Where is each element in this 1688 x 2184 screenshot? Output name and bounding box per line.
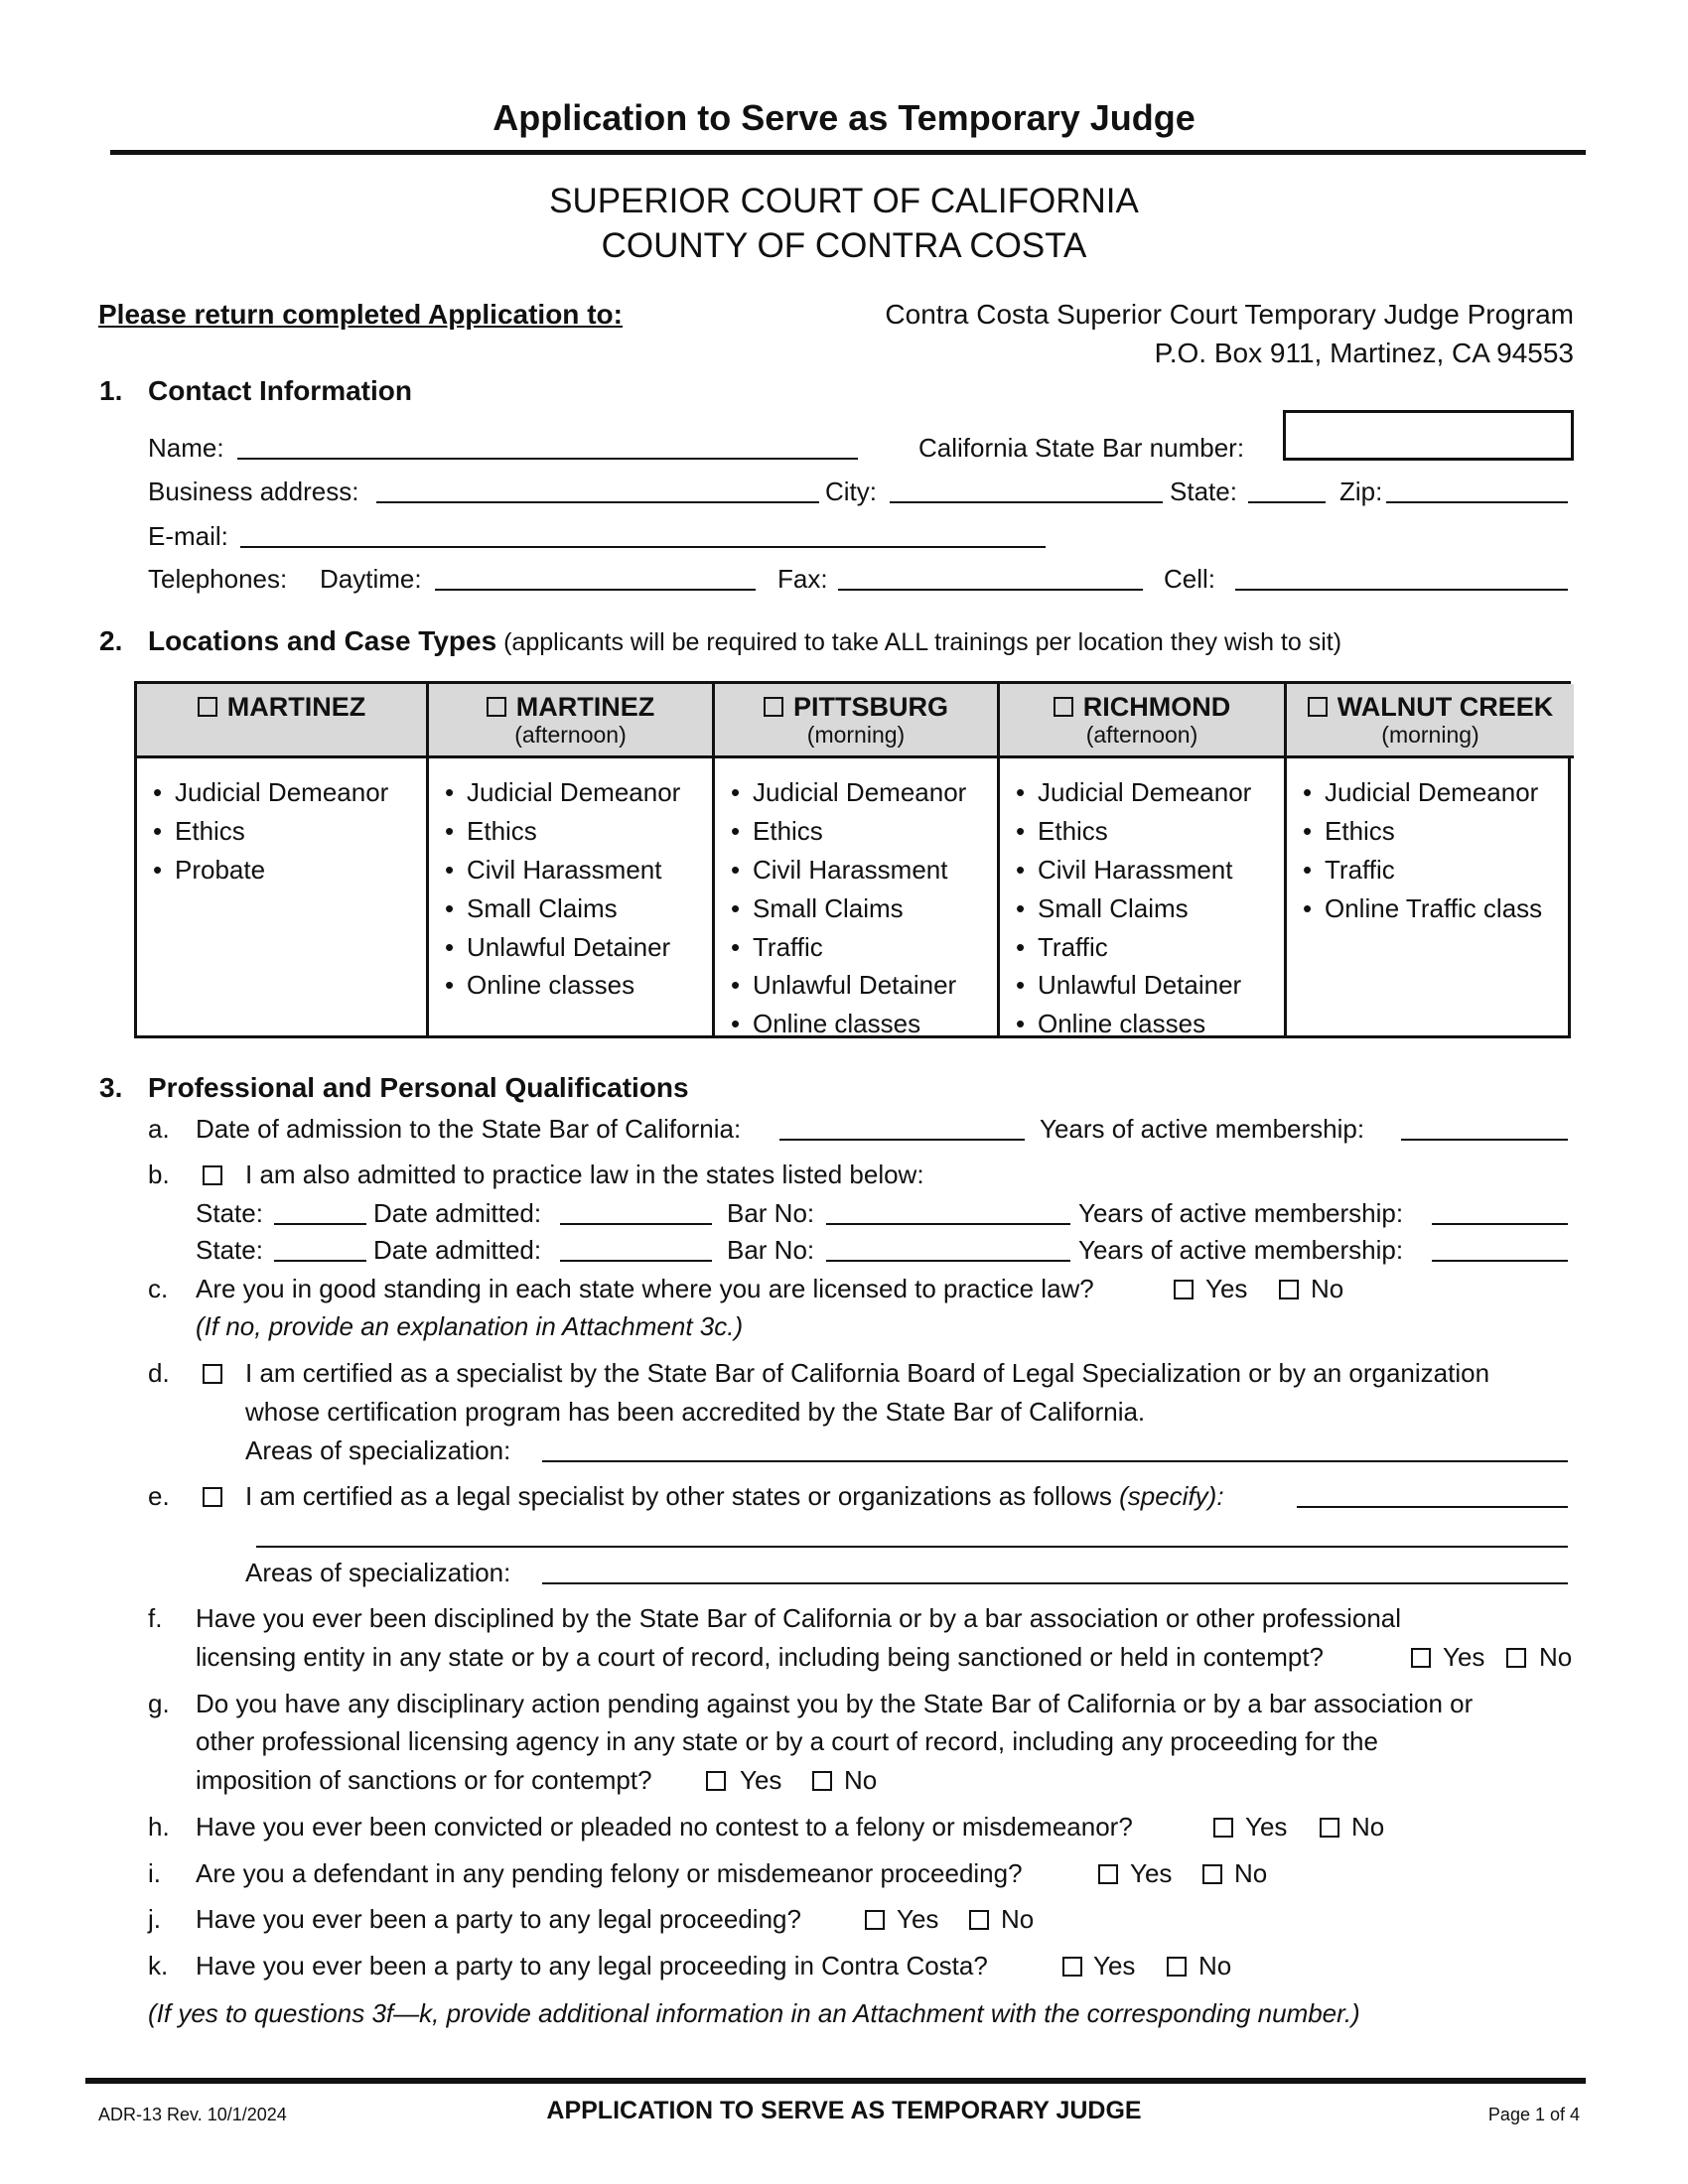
yes-label: Yes: [1443, 1642, 1485, 1672]
training-item: [715, 932, 997, 971]
bullet-icon: •: [153, 854, 163, 885]
bullet-icon: •: [445, 815, 455, 846]
bullet-icon: •: [1303, 892, 1313, 923]
q-e-specify-field[interactable]: [1297, 1506, 1568, 1508]
bullet-icon: •: [445, 854, 455, 885]
training-item: [715, 855, 997, 893]
training-list: [429, 777, 712, 1009]
q-a-text: Date of admission to the State Bar of California:: [196, 1114, 742, 1144]
training-name: Judicial Demeanor: [175, 777, 389, 807]
yes-label: Yes: [740, 1765, 782, 1795]
q-d-text-line1: I am certified as a specialist by the State Bar of California Board of Legal Specialization or by an organization: [245, 1358, 1490, 1388]
training-item: [137, 816, 426, 855]
admission-date-field[interactable]: [779, 1139, 1025, 1141]
training-name: Judicial Demeanor: [467, 777, 681, 807]
training-item: [1000, 855, 1284, 893]
date-admitted-field-2[interactable]: [560, 1260, 712, 1262]
training-list: [137, 777, 426, 893]
bullet-icon: •: [1016, 970, 1026, 1001]
locations-table: [134, 681, 1571, 1038]
training-name: Judicial Demeanor: [1038, 777, 1252, 807]
form-id: ADR-13 Rev. 10/1/2024: [98, 2105, 287, 2124]
q-i-yes-checkbox[interactable]: [1098, 1864, 1118, 1884]
other-state-label: State:: [196, 1235, 263, 1265]
training-list: [1287, 777, 1574, 932]
q-k-letter: k.: [148, 1951, 169, 1980]
q-j-letter: j.: [148, 1904, 161, 1934]
location-session: (afternoon): [514, 722, 627, 748]
location-checkbox[interactable]: [487, 697, 506, 717]
bullet-icon: •: [731, 892, 741, 923]
return-address-line1: Contra Costa Superior Court Temporary Judge Program: [885, 299, 1574, 330]
location-header: [137, 684, 426, 758]
q-f-yes-checkbox[interactable]: [1411, 1648, 1431, 1668]
location-name: MARTINEZ: [515, 692, 655, 722]
return-label: Please return completed Application to:: [98, 299, 623, 330]
training-name: Ethics: [467, 815, 537, 846]
q-e-text: I am certified as a legal specialist by other states or organizations as follows (specify):: [245, 1481, 1224, 1511]
training-item: [715, 970, 997, 1009]
q-c-no-checkbox[interactable]: [1279, 1280, 1299, 1299]
training-name: Online Traffic class: [1325, 892, 1543, 923]
q-j-no-checkbox[interactable]: [969, 1910, 989, 1930]
no-label: No: [1001, 1904, 1035, 1934]
bullet-icon: •: [445, 931, 455, 962]
q-b-checkbox[interactable]: [203, 1165, 222, 1185]
bullet-icon: •: [731, 854, 741, 885]
return-address-line2: P.O. Box 911, Martinez, CA 94553: [1154, 338, 1574, 368]
bar-number-label: California State Bar number:: [918, 433, 1245, 463]
training-name: Unlawful Detainer: [753, 970, 957, 1001]
location-checkbox[interactable]: [198, 697, 217, 717]
q-j-yes-checkbox[interactable]: [865, 1910, 885, 1930]
q-a-letter: a.: [148, 1114, 170, 1144]
bullet-icon: •: [1303, 854, 1313, 885]
training-item: [1287, 777, 1574, 816]
section-2-heading: [148, 624, 1341, 659]
bullet-icon: •: [731, 1009, 741, 1039]
title-rule: [110, 150, 1586, 155]
training-item: [429, 932, 712, 971]
training-item: [1000, 1009, 1284, 1047]
location-name: MARTINEZ: [226, 692, 366, 722]
q-g-letter: g.: [148, 1689, 170, 1718]
training-list: [715, 777, 997, 1047]
training-list: [1000, 777, 1284, 1047]
bullet-icon: •: [731, 970, 741, 1001]
training-item: [715, 777, 997, 816]
q-g-no-checkbox[interactable]: [812, 1771, 832, 1791]
date-admitted-field-1[interactable]: [560, 1223, 712, 1225]
location-header: [429, 684, 712, 758]
years-membership-field[interactable]: [1401, 1139, 1568, 1141]
yes-label: Yes: [1093, 1951, 1136, 1980]
bullet-icon: •: [1016, 931, 1026, 962]
training-name: Small Claims: [467, 892, 618, 923]
location-checkbox[interactable]: [1308, 697, 1328, 717]
bullet-icon: •: [731, 931, 741, 962]
bullet-icon: •: [1016, 854, 1026, 885]
telephones-label: Telephones:: [148, 564, 288, 594]
location-session: (morning): [806, 722, 906, 748]
q-d-areas-label: Areas of specialization:: [245, 1435, 511, 1465]
section-2-title: Locations and Case Types: [148, 625, 497, 656]
q-i-text: Are you a defendant in any pending felony or misdemeanor proceeding?: [196, 1858, 1023, 1888]
location-header: [715, 684, 997, 758]
q-g-yes-checkbox[interactable]: [706, 1771, 726, 1791]
location-option[interactable]: [715, 692, 997, 722]
yes-label: Yes: [1205, 1274, 1248, 1303]
training-item: [1000, 970, 1284, 1009]
fax-field[interactable]: [838, 589, 1143, 591]
state-field[interactable]: [1248, 501, 1326, 503]
location-option[interactable]: [137, 692, 426, 722]
q-c-yes-checkbox[interactable]: [1174, 1280, 1194, 1299]
state-label: State:: [1170, 477, 1237, 506]
yes-label: Yes: [1245, 1812, 1288, 1842]
q-f-letter: f.: [148, 1603, 163, 1633]
q-g-text-line3: imposition of sanctions or for contempt?: [196, 1765, 652, 1795]
q-f-text-line2: licensing entity in any state or by a court of record, including being sanctioned or held in contempt?: [196, 1642, 1325, 1672]
daytime-label: Daytime:: [320, 564, 422, 594]
q-f-text-line1: Have you ever been disciplined by the State Bar of California or by a bar association or other professional: [196, 1603, 1402, 1633]
location-column: [712, 684, 997, 1039]
location-checkbox[interactable]: [764, 697, 783, 717]
location-column: [997, 684, 1284, 1039]
training-name: Unlawful Detainer: [467, 931, 671, 962]
no-label: No: [844, 1765, 878, 1795]
location-option[interactable]: [429, 692, 712, 722]
county-name: COUNTY OF CONTRA COSTA: [601, 226, 1087, 265]
q-e-checkbox[interactable]: [203, 1487, 222, 1507]
training-name: Civil Harassment: [1038, 854, 1233, 885]
location-option[interactable]: [1287, 692, 1574, 722]
business-address-label: Business address:: [148, 477, 359, 506]
location-column: [1284, 684, 1574, 1035]
training-item: [429, 970, 712, 1009]
training-item: [429, 816, 712, 855]
q-k-no-checkbox[interactable]: [1167, 1957, 1187, 1977]
training-name: Judicial Demeanor: [753, 777, 967, 807]
section-3-title: Professional and Personal Qualifications: [148, 1072, 689, 1103]
bullet-icon: •: [153, 777, 163, 807]
training-item: [1287, 816, 1574, 855]
name-label: Name:: [148, 433, 224, 463]
other-state-label: State:: [196, 1198, 263, 1228]
q-h-yes-checkbox[interactable]: [1213, 1818, 1233, 1838]
training-item: [137, 777, 426, 816]
location-name: PITTSBURG: [792, 692, 948, 722]
training-item: [429, 777, 712, 816]
training-item: [429, 893, 712, 932]
training-item: [1000, 816, 1284, 855]
no-label: No: [1234, 1858, 1268, 1888]
training-name: Ethics: [175, 815, 245, 846]
training-name: Traffic: [1038, 931, 1108, 962]
no-label: No: [1539, 1642, 1573, 1672]
section-2-number: 2.: [99, 625, 123, 656]
q-d-areas-field[interactable]: [542, 1460, 1568, 1462]
training-name: Ethics: [753, 815, 823, 846]
bullet-icon: •: [731, 777, 741, 807]
q-c-letter: c.: [148, 1274, 169, 1303]
bullet-icon: •: [1016, 815, 1026, 846]
q-j-text: Have you ever been a party to any legal proceeding?: [196, 1904, 801, 1934]
years-field-1[interactable]: [1432, 1223, 1568, 1225]
training-item: [715, 816, 997, 855]
q-d-letter: d.: [148, 1358, 170, 1388]
daytime-phone-field[interactable]: [435, 589, 756, 591]
yes-label: Yes: [897, 1904, 939, 1934]
years-field-2[interactable]: [1432, 1260, 1568, 1262]
bullet-icon: •: [1016, 892, 1026, 923]
footer-title: APPLICATION TO SERVE AS TEMPORARY JUDGE: [546, 2097, 1142, 2124]
years-label: Years of active membership:: [1078, 1235, 1404, 1265]
section-1-number: 1.: [99, 375, 123, 406]
q-i-letter: i.: [148, 1858, 161, 1888]
q-i-no-checkbox[interactable]: [1202, 1864, 1222, 1884]
q-e-letter: e.: [148, 1481, 170, 1511]
cell-field[interactable]: [1235, 589, 1568, 591]
bullet-icon: •: [731, 815, 741, 846]
training-name: Civil Harassment: [467, 854, 662, 885]
section-3-number: 3.: [99, 1072, 123, 1103]
location-header: [1287, 684, 1574, 758]
q-g-text-line2: other professional licensing agency in any state or by a court of record, including any proceeding for the: [196, 1726, 1378, 1756]
training-item: [1287, 855, 1574, 893]
yes-label: Yes: [1130, 1858, 1173, 1888]
section-2-note: (applicants will be required to take ALL trainings per location they wish to sit): [496, 628, 1342, 656]
training-name: Probate: [175, 854, 266, 885]
bullet-icon: •: [1303, 777, 1313, 807]
location-option[interactable]: [1000, 692, 1284, 722]
q-g-text-line1: Do you have any disciplinary action pending against you by the State Bar of California or by a bar association or: [196, 1689, 1474, 1718]
attachment-note: (If yes to questions 3f—k, provide additional information in an Attachment with the corresponding number.): [148, 1998, 1360, 2028]
city-field[interactable]: [890, 501, 1163, 503]
q-h-letter: h.: [148, 1812, 170, 1842]
location-name: WALNUT CREEK: [1336, 692, 1554, 722]
name-field[interactable]: [237, 458, 858, 460]
bar-no-field-1[interactable]: [826, 1223, 1070, 1225]
training-item: [715, 893, 997, 932]
location-session: (morning): [1381, 722, 1479, 748]
bar-no-label: Bar No:: [727, 1235, 815, 1265]
form-title: Application to Serve as Temporary Judge: [492, 97, 1196, 138]
q-b-text: I am also admitted to practice law in the states listed below:: [245, 1160, 924, 1189]
q-e-specify-field-continued[interactable]: [256, 1546, 1568, 1548]
q-k-yes-checkbox[interactable]: [1062, 1957, 1082, 1977]
bullet-icon: •: [1303, 815, 1313, 846]
fax-label: Fax:: [777, 564, 828, 594]
bullet-icon: •: [445, 892, 455, 923]
training-name: Civil Harassment: [753, 854, 948, 885]
location-session: (afternoon): [1085, 722, 1198, 748]
no-label: No: [1311, 1274, 1344, 1303]
training-item: [1000, 893, 1284, 932]
training-name: Small Claims: [1038, 892, 1189, 923]
q-d-checkbox[interactable]: [203, 1364, 222, 1384]
q-h-text: Have you ever been convicted or pleaded no contest to a felony or misdemeanor?: [196, 1812, 1133, 1842]
bar-number-field[interactable]: [1283, 410, 1574, 461]
q-d-text-line2: whose certification program has been accredited by the State Bar of California.: [245, 1397, 1146, 1427]
section-1-title: Contact Information: [148, 375, 412, 406]
training-name: Small Claims: [753, 892, 904, 923]
cell-label: Cell:: [1164, 564, 1216, 594]
bullet-icon: •: [1016, 1009, 1026, 1039]
court-name: SUPERIOR COURT OF CALIFORNIA: [549, 182, 1139, 220]
location-column: [426, 684, 712, 1035]
q-c-text: Are you in good standing in each state where you are licensed to practice law?: [196, 1274, 1094, 1303]
training-name: Online classes: [467, 970, 635, 1001]
training-item: [137, 855, 426, 893]
bar-no-label: Bar No:: [727, 1198, 815, 1228]
q-c-note: (If no, provide an explanation in Attachment 3c.): [196, 1311, 744, 1341]
business-address-field[interactable]: [376, 501, 819, 503]
q-e-areas-label: Areas of specialization:: [245, 1558, 511, 1587]
no-label: No: [1198, 1951, 1232, 1980]
training-name: Online classes: [753, 1009, 921, 1039]
footer-rule: [85, 2078, 1586, 2084]
training-name: Unlawful Detainer: [1038, 970, 1242, 1001]
bar-no-field-2[interactable]: [826, 1260, 1070, 1262]
no-label: No: [1351, 1812, 1385, 1842]
training-name: Traffic: [753, 931, 823, 962]
location-checkbox[interactable]: [1054, 697, 1073, 717]
q-e-areas-field[interactable]: [542, 1582, 1568, 1584]
q-b-letter: b.: [148, 1160, 170, 1189]
other-state-field-1[interactable]: [274, 1223, 366, 1225]
training-name: Traffic: [1325, 854, 1395, 885]
training-name: Ethics: [1325, 815, 1395, 846]
training-item: [429, 855, 712, 893]
date-admitted-label: Date admitted:: [373, 1198, 542, 1228]
training-name: Online classes: [1038, 1009, 1206, 1039]
q-a-years-label: Years of active membership:: [1040, 1114, 1365, 1144]
location-header: [1000, 684, 1284, 758]
bullet-icon: •: [153, 815, 163, 846]
training-name: Judicial Demeanor: [1325, 777, 1539, 807]
location-column: [137, 684, 426, 1035]
bullet-icon: •: [1016, 777, 1026, 807]
q-f-no-checkbox[interactable]: [1506, 1648, 1526, 1668]
training-item: [1000, 932, 1284, 971]
zip-label: Zip:: [1339, 477, 1383, 506]
q-h-no-checkbox[interactable]: [1320, 1818, 1339, 1838]
date-admitted-label: Date admitted:: [373, 1235, 542, 1265]
email-label: E-mail:: [148, 521, 228, 551]
zip-field[interactable]: [1386, 501, 1568, 503]
other-state-field-2[interactable]: [274, 1260, 366, 1262]
bullet-icon: •: [445, 970, 455, 1001]
training-name: Ethics: [1038, 815, 1108, 846]
q-k-text: Have you ever been a party to any legal proceeding in Contra Costa?: [196, 1951, 988, 1980]
bullet-icon: •: [445, 777, 455, 807]
training-item: [1287, 893, 1574, 932]
training-item: [715, 1009, 997, 1047]
location-name: RICHMOND: [1082, 692, 1231, 722]
training-item: [1000, 777, 1284, 816]
page-number: Page 1 of 4: [1487, 2105, 1580, 2124]
city-label: City:: [825, 477, 877, 506]
years-label: Years of active membership:: [1078, 1198, 1404, 1228]
email-field[interactable]: [240, 546, 1046, 548]
